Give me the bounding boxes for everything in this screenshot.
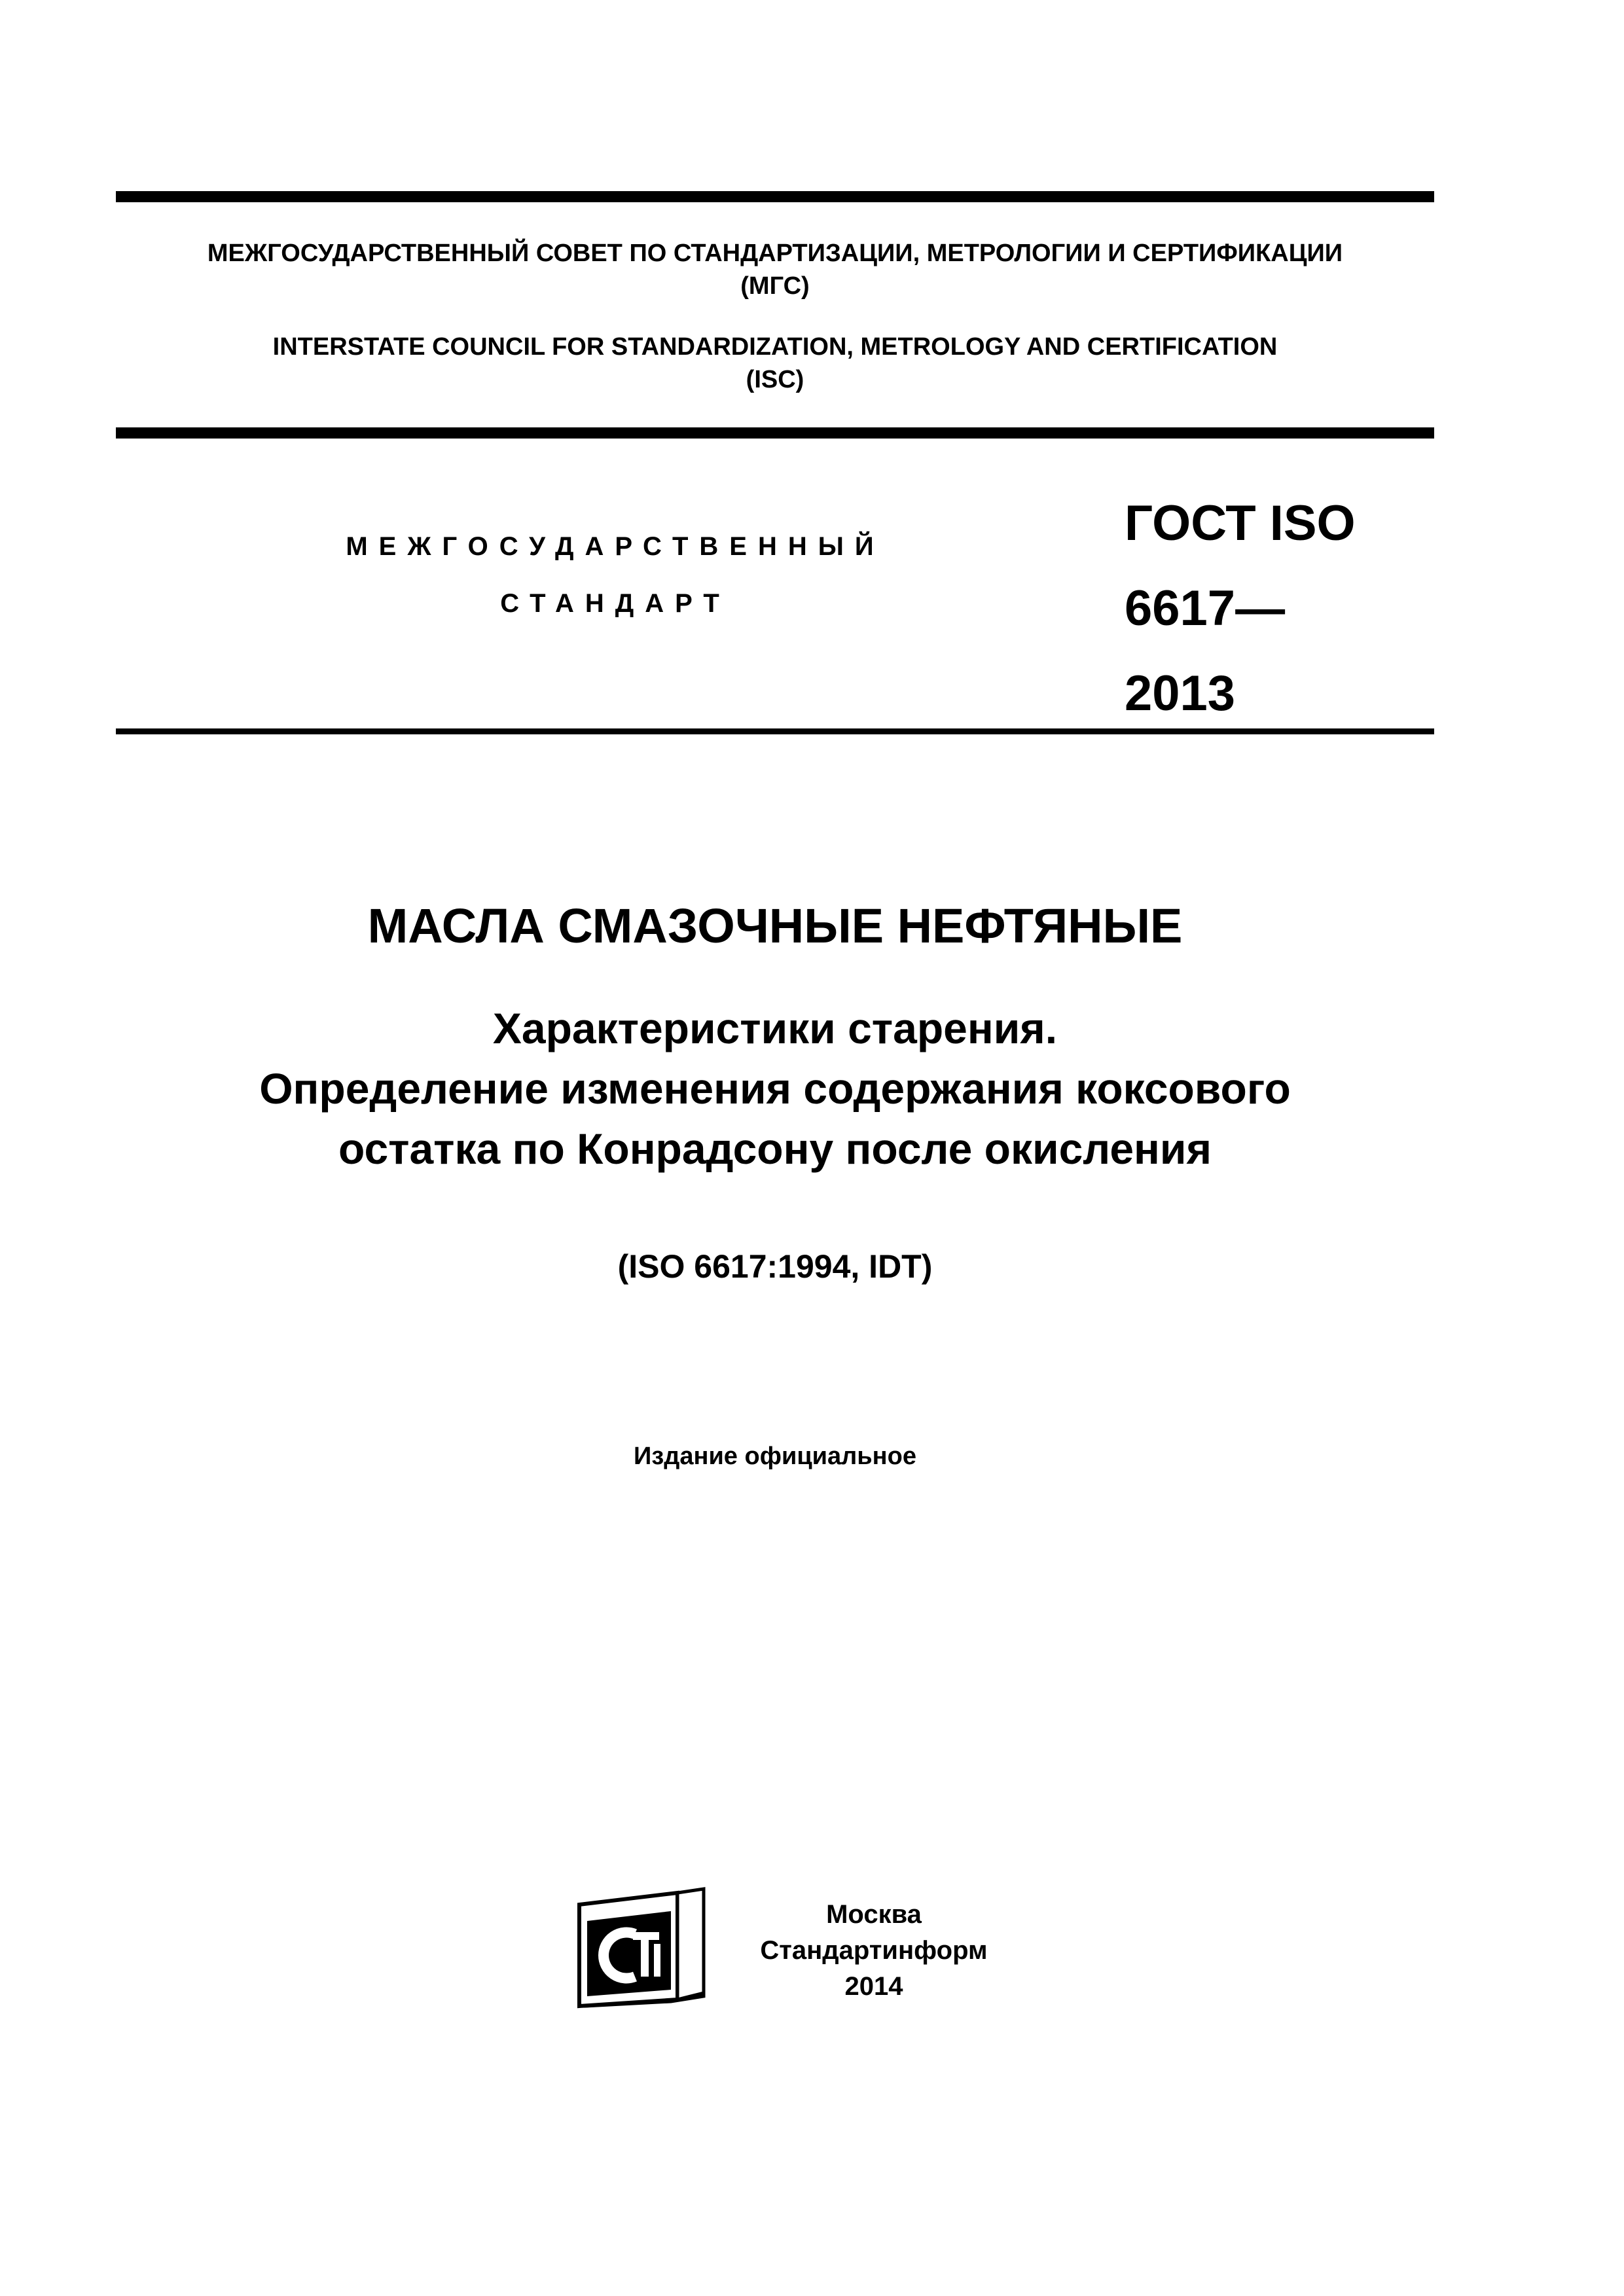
subtitle-line1: Характеристики старения. [492, 1004, 1058, 1052]
publisher-block [733, 1897, 1015, 2005]
standard-label-line1: МЕЖГОСУДАРСТВЕННЫЙ [346, 532, 885, 561]
top-divider [116, 191, 1434, 202]
council-ru [116, 237, 1434, 302]
middle-divider [116, 427, 1434, 439]
council-en-name: INTERSTATE COUNCIL FOR STANDARDIZATION, METROLOGY AND CERTIFICATION [272, 333, 1278, 361]
council-ru-name: МЕЖГОСУДАРСТВЕННЫЙ СОВЕТ ПО СТАНДАРТИЗАЦИИ, МЕТРОЛОГИИ И СЕРТИФИКАЦИИ [207, 240, 1343, 267]
subtitle-line2: Определение изменения содержания коксового [259, 1064, 1291, 1113]
subtitle-line3: остатка по Конрадсону после окисления [338, 1124, 1212, 1173]
document-subtitle [116, 998, 1434, 1179]
edition-label: Издание официальное [634, 1443, 916, 1470]
bottom-divider [116, 728, 1434, 734]
document-title: МАСЛА СМАЗОЧНЫЕ НЕФТЯНЫЕ [367, 899, 1183, 953]
publisher-year: 2014 [844, 1972, 903, 2001]
standard-number [1125, 481, 1426, 736]
standard-number-line3: 2013 [1125, 666, 1236, 721]
standartinform-logo-icon [573, 1885, 710, 2009]
council-en-abbr: (ISC) [746, 366, 804, 393]
council-ru-abbr: (МГС) [740, 272, 810, 300]
standard-number-line1: ГОСТ ISO [1125, 495, 1356, 551]
standard-number-line2: 6617— [1125, 581, 1286, 636]
publisher-city: Москва [826, 1900, 922, 1929]
iso-reference: (ISO 6617:1994, IDT) [617, 1248, 933, 1285]
council-en [116, 331, 1434, 396]
standard-label-line2: СТАНДАРТ [500, 589, 731, 618]
publisher-name: Стандартинформ [760, 1936, 988, 1965]
